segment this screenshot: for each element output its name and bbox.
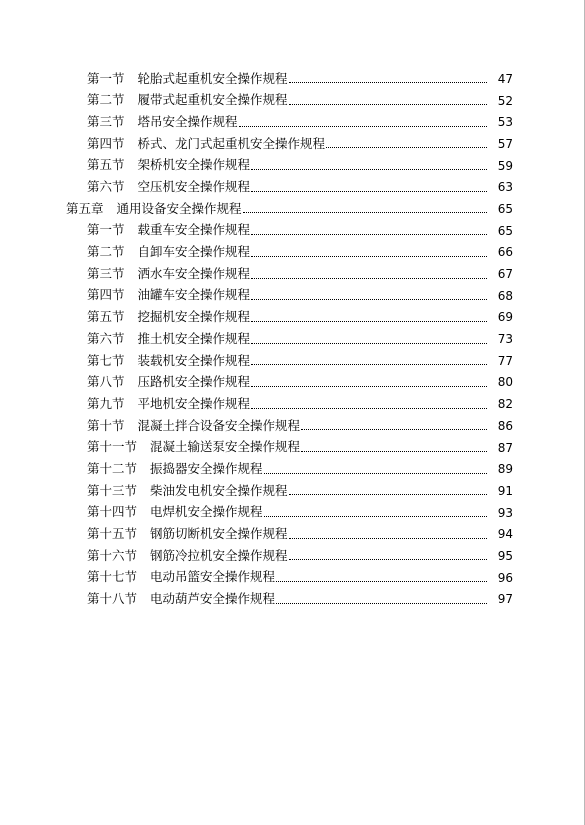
- toc-entry-number: 第二节: [87, 92, 125, 108]
- toc-chapter-entry[interactable]: [0, 198, 585, 220]
- toc-page-number: 97: [497, 592, 513, 607]
- toc-dot-leader: [251, 299, 487, 300]
- toc-entry-title: 桥式、龙门式起重机安全操作规程: [137, 135, 326, 151]
- toc-entry-number: 第十六节: [87, 547, 138, 563]
- toc-entry-title: 空压机安全操作规程: [137, 179, 251, 195]
- toc-dot-leader: [289, 538, 487, 539]
- toc-section-entry[interactable]: [0, 263, 585, 285]
- toc-dot-leader: [251, 256, 487, 257]
- toc-entry-number: 第八节: [87, 374, 125, 390]
- toc-page-number: 65: [497, 201, 513, 216]
- toc-dot-leader: [251, 169, 487, 170]
- toc-dot-leader: [289, 559, 487, 560]
- toc-section-entry[interactable]: [0, 350, 585, 372]
- toc-entry-number: 第十五节: [87, 526, 138, 542]
- toc-dot-leader: [289, 494, 487, 495]
- toc-entry-title: 洒水车安全操作规程: [137, 265, 251, 281]
- toc-section-entry[interactable]: [0, 111, 585, 133]
- toc-section-entry[interactable]: [0, 220, 585, 242]
- toc-entry-number: 第三节: [87, 265, 125, 281]
- toc-dot-leader: [264, 473, 487, 474]
- toc-entry-number: 第三节: [87, 113, 125, 129]
- toc-section-entry[interactable]: [0, 589, 585, 611]
- toc-entry-number: 第五章: [66, 200, 104, 216]
- toc-page-number: 77: [497, 353, 513, 368]
- toc-entry-title: 载重车安全操作规程: [137, 222, 251, 238]
- toc-page-number: 63: [497, 180, 513, 195]
- toc-dot-leader: [251, 234, 487, 235]
- toc-page-number: 94: [497, 527, 513, 542]
- toc-entry-number: 第七节: [87, 352, 125, 368]
- toc-entry-title: 振捣器安全操作规程: [150, 460, 263, 476]
- toc-entry-number: 第十八节: [87, 591, 138, 607]
- toc-entry-number: 第四节: [87, 287, 125, 303]
- toc-page-number: 86: [497, 418, 513, 433]
- toc-entry-title: 油罐车安全操作规程: [137, 287, 251, 303]
- toc-entry-title: 柴油发电机安全操作规程: [150, 482, 288, 498]
- toc-page-number: 57: [497, 136, 513, 151]
- toc-entry-title: 混凝土拌合设备安全操作规程: [137, 417, 301, 433]
- toc-entry-number: 第五节: [87, 157, 125, 173]
- toc-entry-number: 第六节: [87, 179, 125, 195]
- toc-dot-leader: [301, 451, 487, 452]
- toc-section-entry[interactable]: [0, 415, 585, 437]
- toc-page-number: 66: [497, 245, 513, 260]
- toc-section-entry[interactable]: [0, 90, 585, 112]
- toc-page-number: 95: [497, 548, 513, 563]
- toc-entry-number: 第一节: [87, 222, 125, 238]
- toc-entry-number: 第十节: [87, 417, 125, 433]
- toc-section-entry[interactable]: [0, 372, 585, 394]
- toc-section-entry[interactable]: [0, 242, 585, 264]
- toc-dot-leader: [251, 278, 487, 279]
- toc-dot-leader: [251, 364, 487, 365]
- toc-dot-leader: [301, 429, 487, 430]
- toc-entry-number: 第九节: [87, 395, 125, 411]
- toc-entry-title: 履带式起重机安全操作规程: [137, 92, 288, 108]
- toc-page-number: 59: [497, 158, 513, 173]
- toc-entry-title: 钢筋切断机安全操作规程: [150, 526, 288, 542]
- toc-section-entry[interactable]: [0, 393, 585, 415]
- toc-page-number: 87: [497, 440, 513, 455]
- toc-page-number: 82: [497, 397, 513, 412]
- toc-entry-number: 第十四节: [87, 504, 138, 520]
- toc-page-number: 47: [497, 71, 513, 86]
- toc-dot-leader: [289, 82, 487, 83]
- toc-entry-title: 钢筋冷拉机安全操作规程: [150, 547, 288, 563]
- toc-section-entry[interactable]: [0, 502, 585, 524]
- toc-entry-title: 轮胎式起重机安全操作规程: [137, 70, 288, 86]
- toc-page-number: 96: [497, 570, 513, 585]
- toc-page-number: 93: [497, 505, 513, 520]
- toc-page-number: 89: [497, 462, 513, 477]
- toc-entry-number: 第十七节: [87, 569, 138, 585]
- toc-page-number: 67: [497, 267, 513, 282]
- toc-section-entry[interactable]: [0, 567, 585, 589]
- toc-entry-number: 第二节: [87, 244, 125, 260]
- toc-entry-number: 第六节: [87, 330, 125, 346]
- toc-entry-number: 第十三节: [87, 482, 138, 498]
- toc-entry-title: 混凝土输送泵安全操作规程: [150, 439, 301, 455]
- toc-entry-title: 塔吊安全操作规程: [137, 113, 238, 129]
- toc-section-entry[interactable]: [0, 328, 585, 350]
- toc-entry-title: 架桥机安全操作规程: [137, 157, 251, 173]
- toc-page-number: 73: [497, 332, 513, 347]
- toc-entry-title: 通用设备安全操作规程: [116, 200, 242, 216]
- toc-entry-title: 挖掘机安全操作规程: [137, 309, 251, 325]
- toc-dot-leader: [326, 147, 487, 148]
- toc-section-entry[interactable]: [0, 285, 585, 307]
- toc-section-entry[interactable]: [0, 480, 585, 502]
- toc-dot-leader: [251, 191, 487, 192]
- toc-section-entry[interactable]: [0, 545, 585, 567]
- toc-entry-title: 电动葫芦安全操作规程: [150, 591, 276, 607]
- toc-dot-leader: [276, 603, 487, 604]
- toc-dot-leader: [276, 581, 487, 582]
- toc-entry-number: 第四节: [87, 135, 125, 151]
- toc-page-number: 68: [497, 288, 513, 303]
- toc-page-number: 53: [497, 115, 513, 130]
- toc-page-number: 52: [497, 93, 513, 108]
- toc-entry-number: 第十二节: [87, 460, 138, 476]
- toc-page-number: 69: [497, 310, 513, 325]
- table-of-contents: [0, 68, 585, 610]
- toc-entry-title: 电焊机安全操作规程: [150, 504, 263, 520]
- toc-section-entry[interactable]: [0, 155, 585, 177]
- toc-entry-title: 压路机安全操作规程: [137, 374, 251, 390]
- toc-section-entry[interactable]: [0, 523, 585, 545]
- toc-section-entry[interactable]: [0, 68, 585, 90]
- toc-dot-leader: [264, 516, 487, 517]
- toc-section-entry[interactable]: [0, 437, 585, 459]
- toc-page-number: 65: [497, 223, 513, 238]
- toc-section-entry[interactable]: [0, 307, 585, 329]
- toc-section-entry[interactable]: [0, 176, 585, 198]
- toc-page-number: 91: [497, 483, 513, 498]
- toc-dot-leader: [243, 212, 487, 213]
- toc-dot-leader: [251, 386, 487, 387]
- toc-entry-number: 第一节: [87, 70, 125, 86]
- toc-entry-title: 装载机安全操作规程: [137, 352, 251, 368]
- toc-dot-leader: [251, 408, 487, 409]
- toc-entry-title: 电动吊篮安全操作规程: [150, 569, 276, 585]
- toc-entry-number: 第十一节: [87, 439, 138, 455]
- toc-entry-title: 推土机安全操作规程: [137, 330, 251, 346]
- toc-entry-title: 平地机安全操作规程: [137, 395, 251, 411]
- toc-entry-number: 第五节: [87, 309, 125, 325]
- toc-page-number: 80: [497, 375, 513, 390]
- toc-entry-title: 自卸车安全操作规程: [137, 244, 251, 260]
- toc-section-entry[interactable]: [0, 458, 585, 480]
- toc-dot-leader: [251, 343, 487, 344]
- toc-section-entry[interactable]: [0, 133, 585, 155]
- toc-dot-leader: [239, 126, 487, 127]
- toc-dot-leader: [251, 321, 487, 322]
- toc-dot-leader: [289, 104, 487, 105]
